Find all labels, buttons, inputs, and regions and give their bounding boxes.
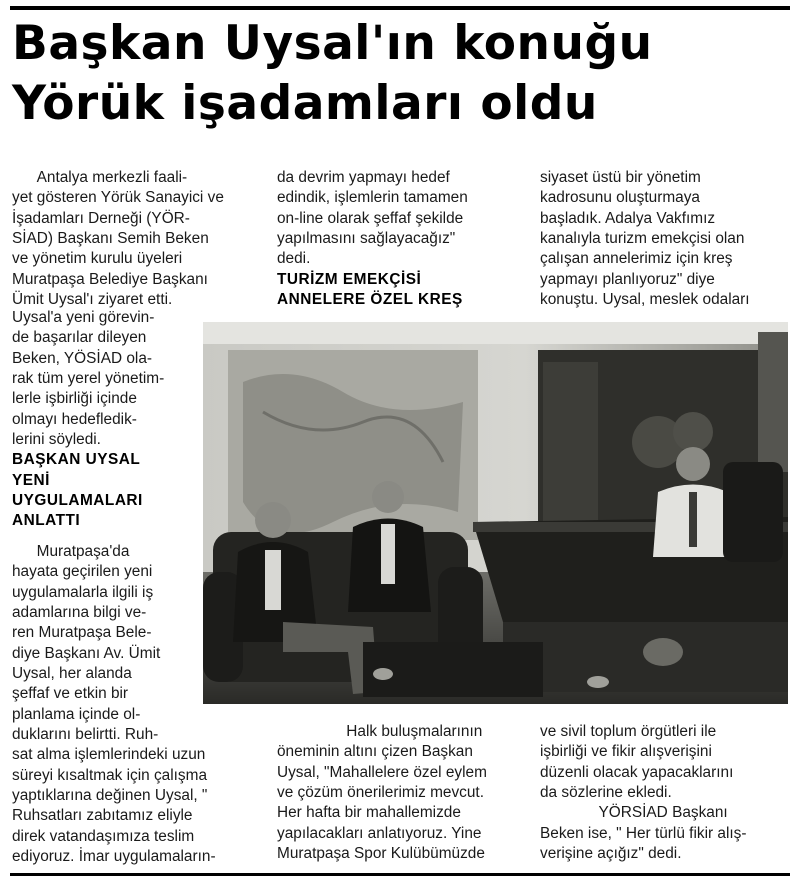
text-line: işbirliği ve fikir alışverişini [540, 743, 712, 761]
text-line: da sözlerine ekledi. [540, 784, 672, 802]
text-line: duklarını belirtti. Ruh- [12, 726, 159, 744]
text-line: olmayı hedefledik- [12, 410, 137, 428]
headline-line-2: Yörük işadamları oldu [12, 76, 598, 131]
text-line: Beken, YÖSİAD ola- [12, 349, 153, 367]
text-line: Her hafta bir mahallemizde [277, 804, 461, 822]
bottom-rule [10, 873, 790, 876]
text-line: kadrosunu oluşturmaya [540, 189, 700, 207]
text-line: yapmayı planlıyoruz" diye [540, 270, 715, 288]
text-line: diye Başkanı Av. Ümit [12, 644, 161, 662]
subheading-line: ANNELERE ÖZEL KREŞ [277, 291, 463, 309]
column-1-narrow [12, 308, 197, 532]
text-line: Uysal, "Mahallelere özel eylem [277, 763, 487, 781]
text-line: Halk buluşmalarının [346, 723, 483, 740]
column-3-top [540, 168, 790, 310]
headline-line-1: Başkan Uysal'ın konuğu [12, 16, 653, 71]
text-line: Muratpaşa Spor Kulübümüzde [277, 845, 485, 863]
text-line: ve çözüm önerilerimiz mevcut. [277, 784, 484, 802]
column-1-lead [12, 168, 262, 310]
text-line: yaptıklarına değinen Uysal, " [12, 787, 208, 805]
column-3-bottom [540, 722, 790, 864]
text-line: Uysal, her alanda [12, 665, 132, 683]
text-line: konuştu. Uysal, meslek odaları [540, 291, 750, 309]
headline [12, 14, 788, 134]
text-line: SİAD) Başkanı Semih Beken [12, 230, 209, 248]
text-line: çalışan annelerimiz için kreş [540, 250, 733, 268]
subheading-line: YENİ [12, 471, 50, 489]
text-line: Ruhsatları zabıtamız eliyle [12, 807, 193, 825]
text-line: hayata geçirilen yeni [12, 563, 153, 581]
text-line: ediyoruz. İmar uygulamaların- [12, 848, 216, 866]
text-line: ve yönetim kurulu üyeleri [12, 250, 183, 268]
text-line: süreyi kısaltmak için çalışma [12, 766, 207, 784]
text-line: ve sivil toplum örgütleri ile [540, 723, 717, 740]
text-line: şeffaf ve etkin bir [12, 685, 129, 703]
text-line: kanalıyla turizm emekçisi olan [540, 230, 745, 248]
text-line: öneminin altını çizen Başkan [277, 743, 473, 761]
text-line: Muratpaşa Belediye Başkanı [12, 270, 208, 288]
text-line: sat alma işlemlerindeki uzun [12, 746, 206, 764]
text-line: lerle işbirliği içinde [12, 390, 137, 408]
text-line: direk vatandaşımıza teslim [12, 827, 195, 845]
text-line: YÖRSİAD Başkanı [598, 804, 728, 822]
text-line: yet gösteren Yörük Sanayici ve [12, 189, 224, 207]
text-line: Muratpaşa'da [36, 543, 130, 560]
text-line: siyaset üstü bir yönetim [540, 169, 701, 186]
text-line: planlama içinde ol- [12, 705, 141, 723]
text-line: de başarılar dileyen [12, 329, 147, 347]
column-1-bottom [12, 542, 216, 868]
text-line: rak tüm yerel yönetim- [12, 370, 165, 388]
text-line: yapılacakları anlatıyoruz. Yine [277, 824, 482, 842]
text-line: ren Muratpaşa Bele- [12, 624, 152, 642]
column-2-bottom [277, 722, 527, 864]
text-line: Antalya merkezli faali- [36, 169, 188, 186]
text-line: düzenli olacak yapacaklarını [540, 763, 734, 781]
text-line: verişine açığız" dedi. [540, 845, 682, 863]
text-line: Ümit Uysal'ı ziyaret etti. [12, 291, 173, 309]
text-line: on-line olarak şeffaf şekilde [277, 209, 464, 227]
office-meeting-photo [203, 322, 788, 704]
text-line: İşadamları Derneği (YÖR- [12, 209, 190, 227]
subheading-line: ANLATTI [12, 512, 81, 530]
text-line: Beken ise, " Her türlü fikir alış- [540, 824, 747, 842]
text-line: adamlarına bilgi ve- [12, 604, 147, 622]
subheading-line: UYGULAMALARI [12, 492, 143, 510]
text-line: da devrim yapmayı hedef [277, 169, 450, 186]
text-line: başladık. Adalya Vakfımız [540, 209, 716, 227]
text-line: uygulamalarla ilgili iş [12, 583, 154, 601]
subheading-line: BAŞKAN UYSAL [12, 451, 141, 469]
text-line: lerini söyledi. [12, 431, 101, 449]
text-line: Uysal'a yeni görevin- [12, 309, 155, 326]
text-line: edindik, işlemlerin tamamen [277, 189, 468, 207]
subheading-line: TURİZM EMEKÇİSİ [277, 270, 422, 288]
article-photo [203, 322, 788, 704]
text-line: yapılmasını sağlayacağız" [277, 230, 456, 248]
column-2-top [277, 168, 527, 310]
top-rule [10, 6, 790, 10]
text-line: dedi. [277, 250, 311, 268]
